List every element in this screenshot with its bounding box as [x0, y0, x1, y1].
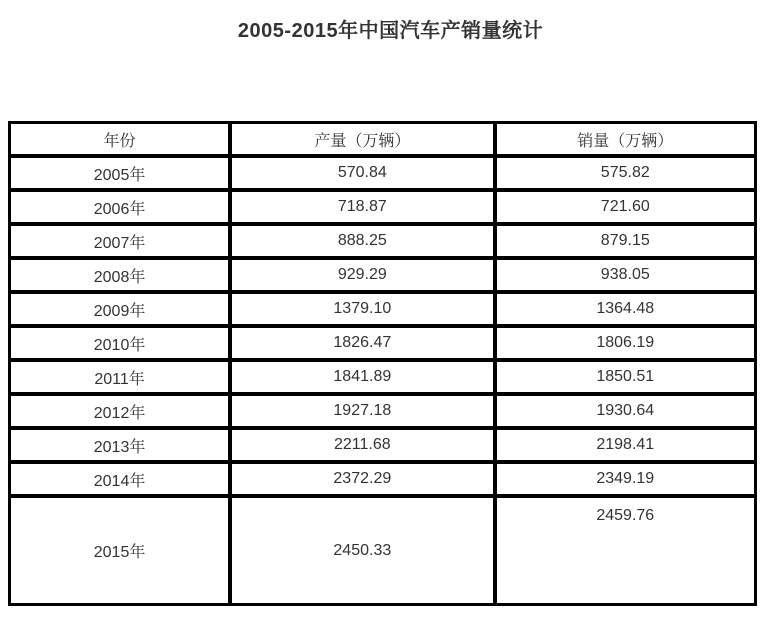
- sales-cell: 575.82: [495, 156, 756, 190]
- page-title: 2005-2015年中国汽车产销量统计: [237, 20, 544, 42]
- table-row: [9, 156, 756, 190]
- year-cell: 2011年: [9, 360, 230, 394]
- sales-cell: 1806.19: [495, 326, 756, 360]
- sales-cell: 2349.19: [495, 462, 756, 496]
- sales-cell: 1930.64: [495, 394, 756, 428]
- production-cell: 718.87: [230, 190, 494, 224]
- year-cell: 2008年: [9, 258, 230, 292]
- production-cell: 570.84: [230, 156, 494, 190]
- production-cell: 1841.89: [230, 360, 494, 394]
- table-row: [9, 394, 756, 428]
- production-cell: 1379.10: [230, 292, 494, 326]
- header-cell-sales: 销量（万辆）: [495, 122, 756, 156]
- table-row: [9, 326, 756, 360]
- sales-cell: 1364.48: [495, 292, 756, 326]
- year-cell: 2012年: [9, 394, 230, 428]
- sales-cell: 2198.41: [495, 428, 756, 462]
- sales-cell: 879.15: [495, 224, 756, 258]
- sales-cell: 721.60: [495, 190, 756, 224]
- header-cell-production: 产量（万辆）: [230, 122, 494, 156]
- sales-cell: 938.05: [495, 258, 756, 292]
- table-row: [9, 258, 756, 292]
- table-row: [9, 462, 756, 496]
- table-row: [9, 190, 756, 224]
- table-row: [9, 224, 756, 258]
- header-cell-year: 年份: [9, 122, 230, 156]
- year-cell: 2015年: [9, 496, 230, 605]
- year-cell: 2009年: [9, 292, 230, 326]
- year-cell: 2010年: [9, 326, 230, 360]
- production-cell: 2372.29: [230, 462, 494, 496]
- production-cell: 1927.18: [230, 394, 494, 428]
- production-cell: 929.29: [230, 258, 494, 292]
- year-cell: 2007年: [9, 224, 230, 258]
- table-header-row: [9, 122, 756, 156]
- year-cell: 2006年: [9, 190, 230, 224]
- production-cell: 2211.68: [230, 428, 494, 462]
- production-cell: 888.25: [230, 224, 494, 258]
- production-cell: 2450.33: [230, 496, 494, 605]
- table-row: [9, 292, 756, 326]
- table-row: [9, 428, 756, 462]
- auto-production-sales-table: [8, 121, 757, 606]
- sales-cell: 2459.76: [495, 496, 756, 605]
- year-cell: 2013年: [9, 428, 230, 462]
- table-row: [9, 360, 756, 394]
- year-cell: 2005年: [9, 156, 230, 190]
- production-cell: 1826.47: [230, 326, 494, 360]
- sales-cell: 1850.51: [495, 360, 756, 394]
- year-cell: 2014年: [9, 462, 230, 496]
- table-row: [9, 496, 756, 605]
